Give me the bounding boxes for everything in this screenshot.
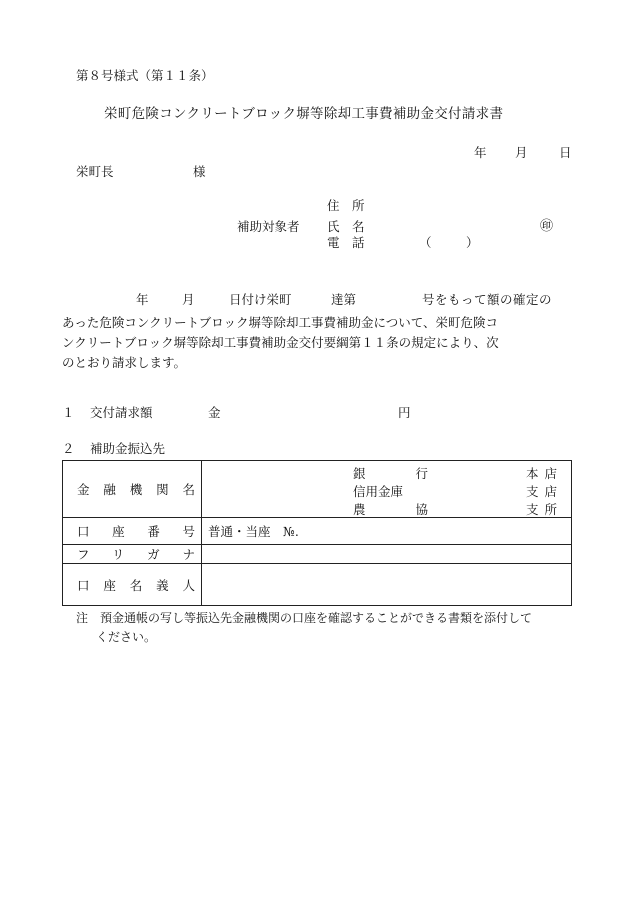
holder-label-cell <box>63 564 202 606</box>
institution-label-cell <box>63 461 202 518</box>
applicant-label: 補助対象者 <box>237 219 300 234</box>
form-number: 第８号様式（第１１条） <box>76 68 214 83</box>
phone-paren-open: （ <box>419 235 432 250</box>
body-dated: 日付け栄町 <box>229 292 292 307</box>
item2-number: ２ <box>62 441 75 456</box>
honten-option: 本店 <box>526 466 564 481</box>
document-title: 栄町危険コンクリートブロック塀等除却工事費補助金交付請求書 <box>104 106 504 122</box>
note-line-1: 注 預金通帳の写し等振込先金融機関の口座を確認することができる書類を添付して <box>76 611 533 625</box>
seal-mark: ㊞ <box>540 219 554 234</box>
shisho-option: 支所 <box>526 502 564 517</box>
body-line-2: あった危険コンクリートブロック塀等除却工事費補助金について、栄町危険コ <box>62 315 499 330</box>
addressee-honorific: 様 <box>193 164 206 179</box>
institution-value-cell[interactable] <box>202 461 572 518</box>
item1-number: １ <box>62 405 75 420</box>
noukyou-option: 農 協 <box>353 502 429 517</box>
item2-label: 補助金振込先 <box>90 441 166 456</box>
phone-paren-close: ） <box>466 235 479 250</box>
account-number-label-cell <box>63 518 202 545</box>
account-number-label: 口座番号 <box>77 524 195 539</box>
account-type-text: 普通・当座 №. <box>208 524 299 539</box>
body-paragraph <box>62 313 572 373</box>
body-month: 月 <box>182 292 195 307</box>
addressee-name: 栄町長 <box>76 164 114 179</box>
furigana-value-cell[interactable] <box>202 545 572 564</box>
furigana-label-cell <box>63 545 202 564</box>
item1-kin: 金 <box>208 405 221 420</box>
body-year: 年 <box>136 292 149 307</box>
body-tatsu: 達第 <box>331 292 357 307</box>
bank-option: 銀 行 <box>353 466 429 481</box>
address-label: 住 所 <box>327 198 365 213</box>
item1-label: 交付請求額 <box>90 405 153 420</box>
holder-label: 口座名義人 <box>77 577 195 593</box>
body-line-4: のとおり請求します。 <box>62 355 187 370</box>
body-line1-rest: 号をもって額の確定の <box>422 292 553 307</box>
date-month-label: 月 <box>515 145 528 160</box>
institution-label: 金融機関名 <box>77 482 195 497</box>
phone-label: 電 話 <box>327 235 365 250</box>
holder-value-cell[interactable] <box>202 564 572 606</box>
shiten-option: 支店 <box>526 484 564 499</box>
shinkin-option: 信用金庫 <box>353 484 404 499</box>
note-line-2: ください。 <box>96 630 157 644</box>
date-year-label: 年 <box>474 145 487 160</box>
account-number-value-cell[interactable] <box>202 518 572 545</box>
furigana-label: フリガナ <box>77 547 195 562</box>
item1-yen: 円 <box>398 405 411 420</box>
name-label: 氏 名 <box>327 219 365 234</box>
body-line-3: ンクリートブロック塀等除却工事費補助金交付要綱第１１条の規定により、次 <box>62 335 499 350</box>
date-day-label: 日 <box>559 145 572 160</box>
bank-transfer-table <box>62 460 572 606</box>
